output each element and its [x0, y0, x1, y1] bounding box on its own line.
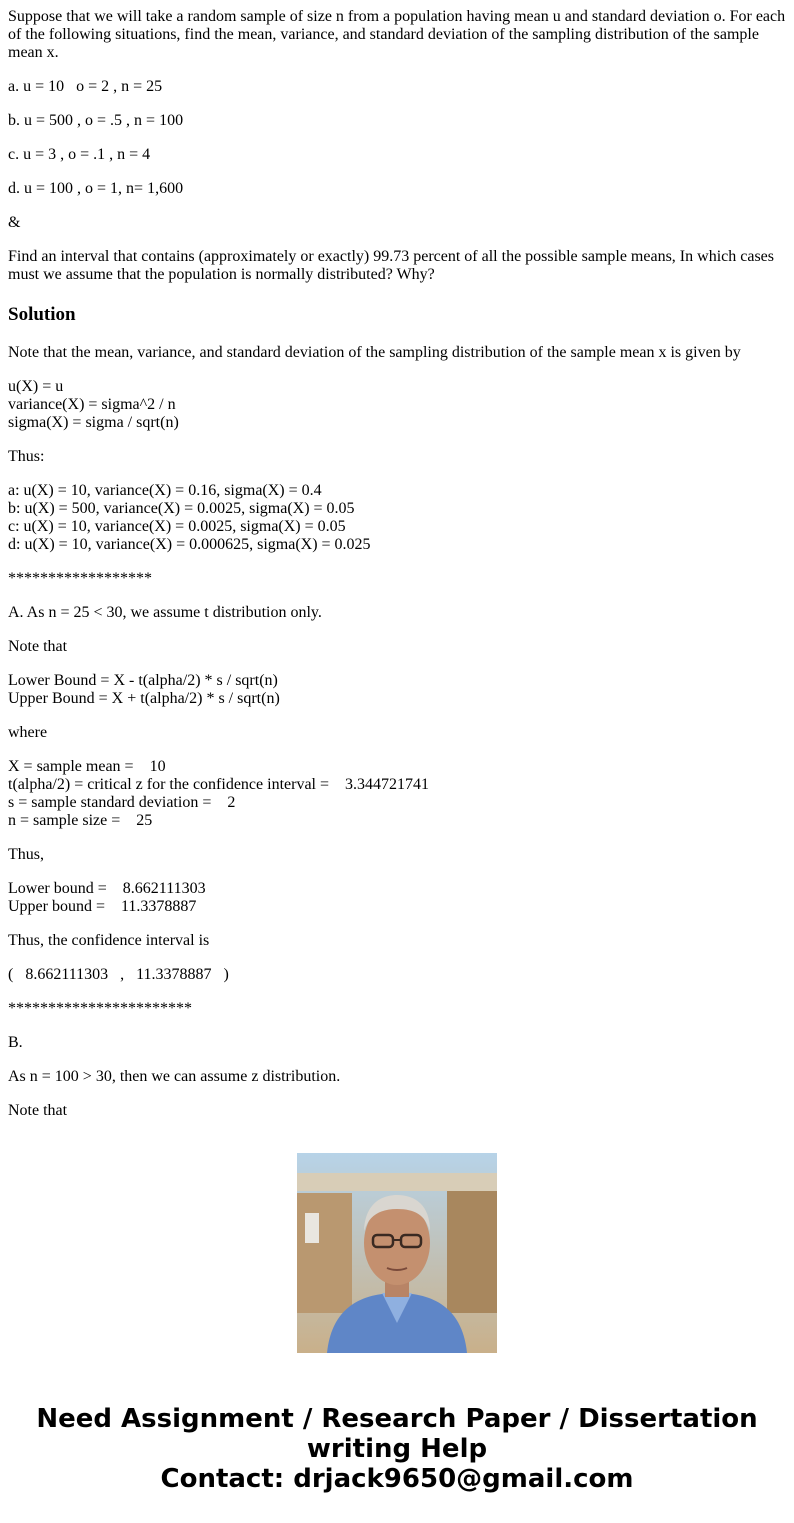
- result-line: a: u(X) = 10, variance(X) = 0.16, sigma(X) = 0.4: [8, 482, 322, 499]
- bound-formula: Lower Bound = X - t(alpha/2) * s / sqrt(n): [8, 672, 278, 689]
- promo-banner: [0, 1122, 794, 1523]
- computed-bounds-block: [8, 880, 786, 916]
- promo-contact: Contact: drjack9650@gmail.com: [160, 1464, 634, 1494]
- definition-line: t(alpha/2) = critical z for the confidence interval = 3.344721741: [8, 776, 430, 793]
- computed-bound: Upper bound = 11.3378887: [8, 898, 197, 915]
- computed-bound: Lower bound = 8.662111303: [8, 880, 206, 897]
- question-item-a: a. u = 10 o = 2 , n = 25: [8, 78, 163, 95]
- promo-line: Need Assignment / Research Paper / Dissertation: [36, 1404, 758, 1434]
- promo-line: writing Help: [306, 1434, 488, 1464]
- bound-formula: Upper Bound = X + t(alpha/2) * s / sqrt(n): [8, 690, 280, 707]
- document-content: [8, 8, 790, 1122]
- promo-text: [0, 1404, 794, 1494]
- formula-line: u(X) = u: [8, 378, 64, 395]
- result-line: c: u(X) = 10, variance(X) = 0.0025, sigma(X) = 0.05: [8, 518, 346, 535]
- solution-thus: Thus:: [8, 448, 45, 465]
- author-photo-illustration: [297, 1153, 497, 1353]
- solution-note: Note that the mean, variance, and standard deviation of the sampling distribution of the sample mean x is given by: [8, 344, 741, 361]
- formula-line: sigma(X) = sigma / sqrt(n): [8, 414, 179, 431]
- formula-block: [8, 378, 786, 432]
- part-b-intro: As n = 100 > 30, then we can assume z distribution.: [8, 1068, 341, 1085]
- solution-heading: Solution: [8, 304, 76, 325]
- ci-intro: Thus, the confidence interval is: [8, 932, 210, 949]
- question-item-d: d. u = 100 , o = 1, n= 1,600: [8, 180, 184, 197]
- question-item-b: b. u = 500 , o = .5 , n = 100: [8, 112, 184, 129]
- separator: ***********************: [8, 1000, 192, 1017]
- result-line: b: u(X) = 500, variance(X) = 0.0025, sigma(X) = 0.05: [8, 500, 355, 517]
- results-block: [8, 482, 786, 554]
- bounds-block: [8, 672, 786, 708]
- author-photo: [297, 1153, 497, 1353]
- question-ampersand: &: [8, 214, 21, 231]
- part-a-note: Note that: [8, 638, 68, 655]
- definition-line: s = sample standard deviation = 2: [8, 794, 236, 811]
- question-followup: Find an interval that contains (approximately or exactly) 99.73 percent of all the possible sample means, In which cases must we assume that the population is normally distributed? Why?: [8, 248, 778, 283]
- definition-line: X = sample mean = 10: [8, 758, 166, 775]
- definition-line: n = sample size = 25: [8, 812, 153, 829]
- part-b-label: B.: [8, 1034, 23, 1051]
- part-a-intro: A. As n = 25 < 30, we assume t distribution only.: [8, 604, 322, 621]
- part-a-thus: Thus,: [8, 846, 44, 863]
- definitions-block: [8, 758, 786, 830]
- part-a-where: where: [8, 724, 48, 741]
- part-b-note: Note that: [8, 1102, 68, 1119]
- formula-line: variance(X) = sigma^2 / n: [8, 396, 176, 413]
- separator: ******************: [8, 570, 152, 587]
- result-line: d: u(X) = 10, variance(X) = 0.000625, sigma(X) = 0.025: [8, 536, 371, 553]
- question-item-c: c. u = 3 , o = .1 , n = 4: [8, 146, 151, 163]
- question-intro: Suppose that we will take a random sample of size n from a population having mean u and standard deviation o. For each of the following situations, find the mean, variance, and standard deviation of the sampling distribution of the sample mean x.: [8, 8, 790, 61]
- confidence-interval: ( 8.662111303 , 11.3378887 ): [8, 966, 229, 983]
